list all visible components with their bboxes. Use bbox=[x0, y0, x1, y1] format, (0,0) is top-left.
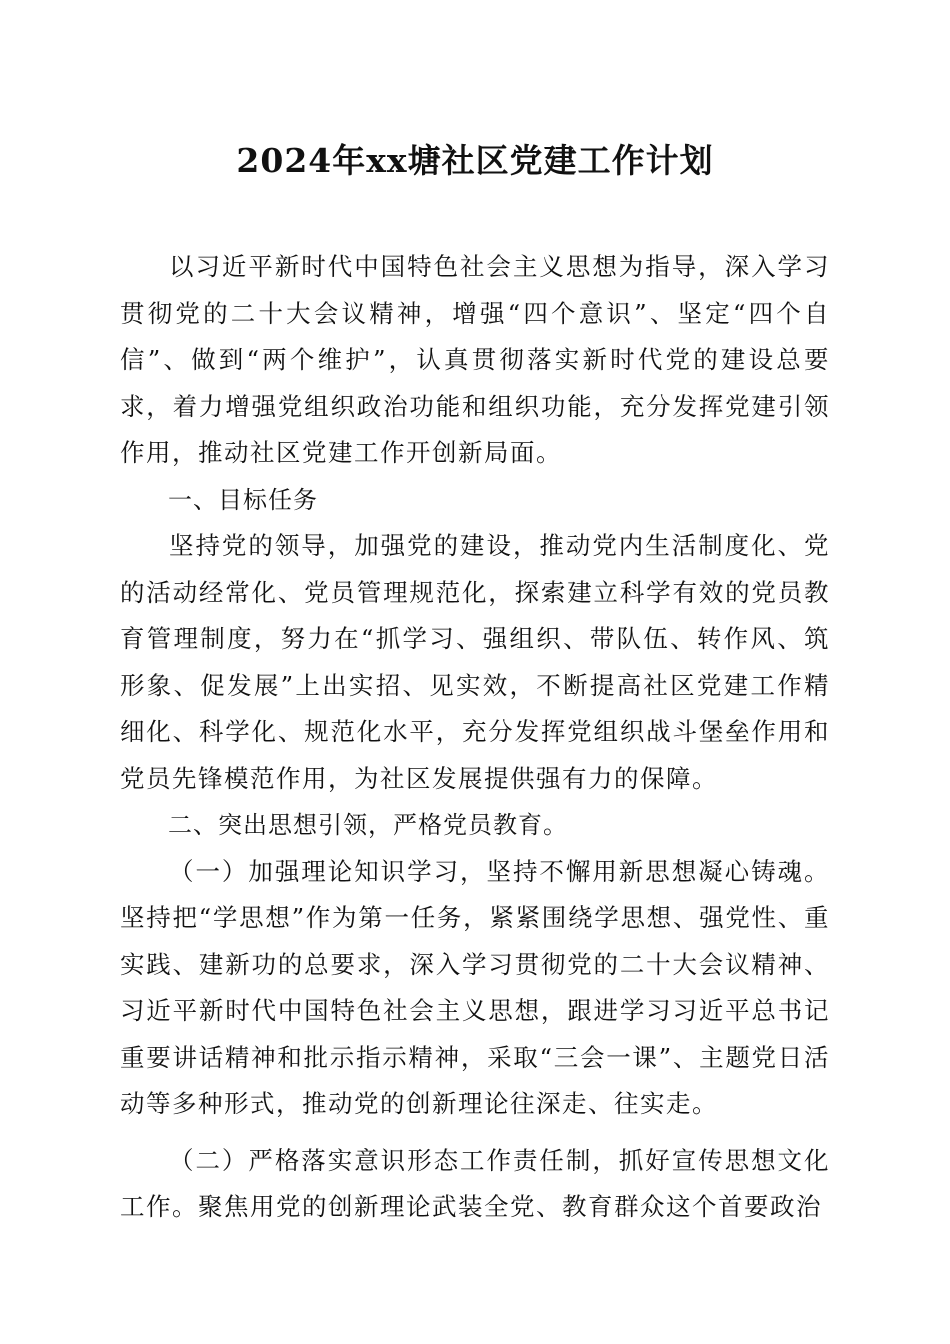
subsection-1-body: 坚持把“学思想”作为第一任务，紧紧围绕学思想、强党性、重实践、建新功的总要求，深入学习贯彻党的二十大会议精神、习近平新时代中国特色社会主义思想，跟进学习习近平总书记重要讲话精神和批示指示精神，采取“三会一课”、主题党日活动等多种形式，推动党的创新理论往深走、往实走。 bbox=[120, 903, 830, 1118]
document-page bbox=[120, 138, 830, 1231]
section-2-heading: 二、突出思想引领，严格党员教育。 bbox=[168, 811, 568, 839]
section-2-subsection-1 bbox=[120, 849, 830, 1128]
section-2-subsection-2 bbox=[120, 1138, 830, 1231]
section-1-heading: 一、目标任务 bbox=[168, 485, 318, 514]
subsection-1-lead: （一）加强理论知识学习，坚持不懈用新思想凝心铸魂。 bbox=[169, 856, 830, 886]
document-title: 2024年xx塘社区党建工作计划 bbox=[236, 141, 714, 180]
intro-paragraph: 以习近平新时代中国特色社会主义思想为指导，深入学习贯彻党的二十大会议精神，增强“四个意识”、坚定“四个自信”、做到“两个维护”，认真贯彻落实新时代党的建设总要求，着力增强党组织政治功能和组织功能，充分发挥党建引领作用，推动社区党建工作开创新局面。 bbox=[120, 252, 830, 467]
subsection-2-body: 聚焦用党的创新理论武装全党、教育群众这个首要政治 bbox=[198, 1192, 822, 1221]
paragraph-gap bbox=[120, 1128, 830, 1138]
section-1-body: 坚持党的领导，加强党的建设，推动党内生活制度化、党的活动经常化、党员管理规范化，探索建立科学有效的党员教育管理制度，努力在“抓学习、强组织、带队伍、转作风、筑形象、促发展”上出实招、见实效，不断提高社区党建工作精细化、科学化、规范化水平，充分发挥党组织战斗堡垒作用和党员先锋模范作用，为社区发展提供强有力的保障。 bbox=[120, 531, 830, 793]
subsection-2-lead: （二）严格落实意识形态工作责任制，抓好宣传思想文化工作。 bbox=[120, 1145, 830, 1221]
